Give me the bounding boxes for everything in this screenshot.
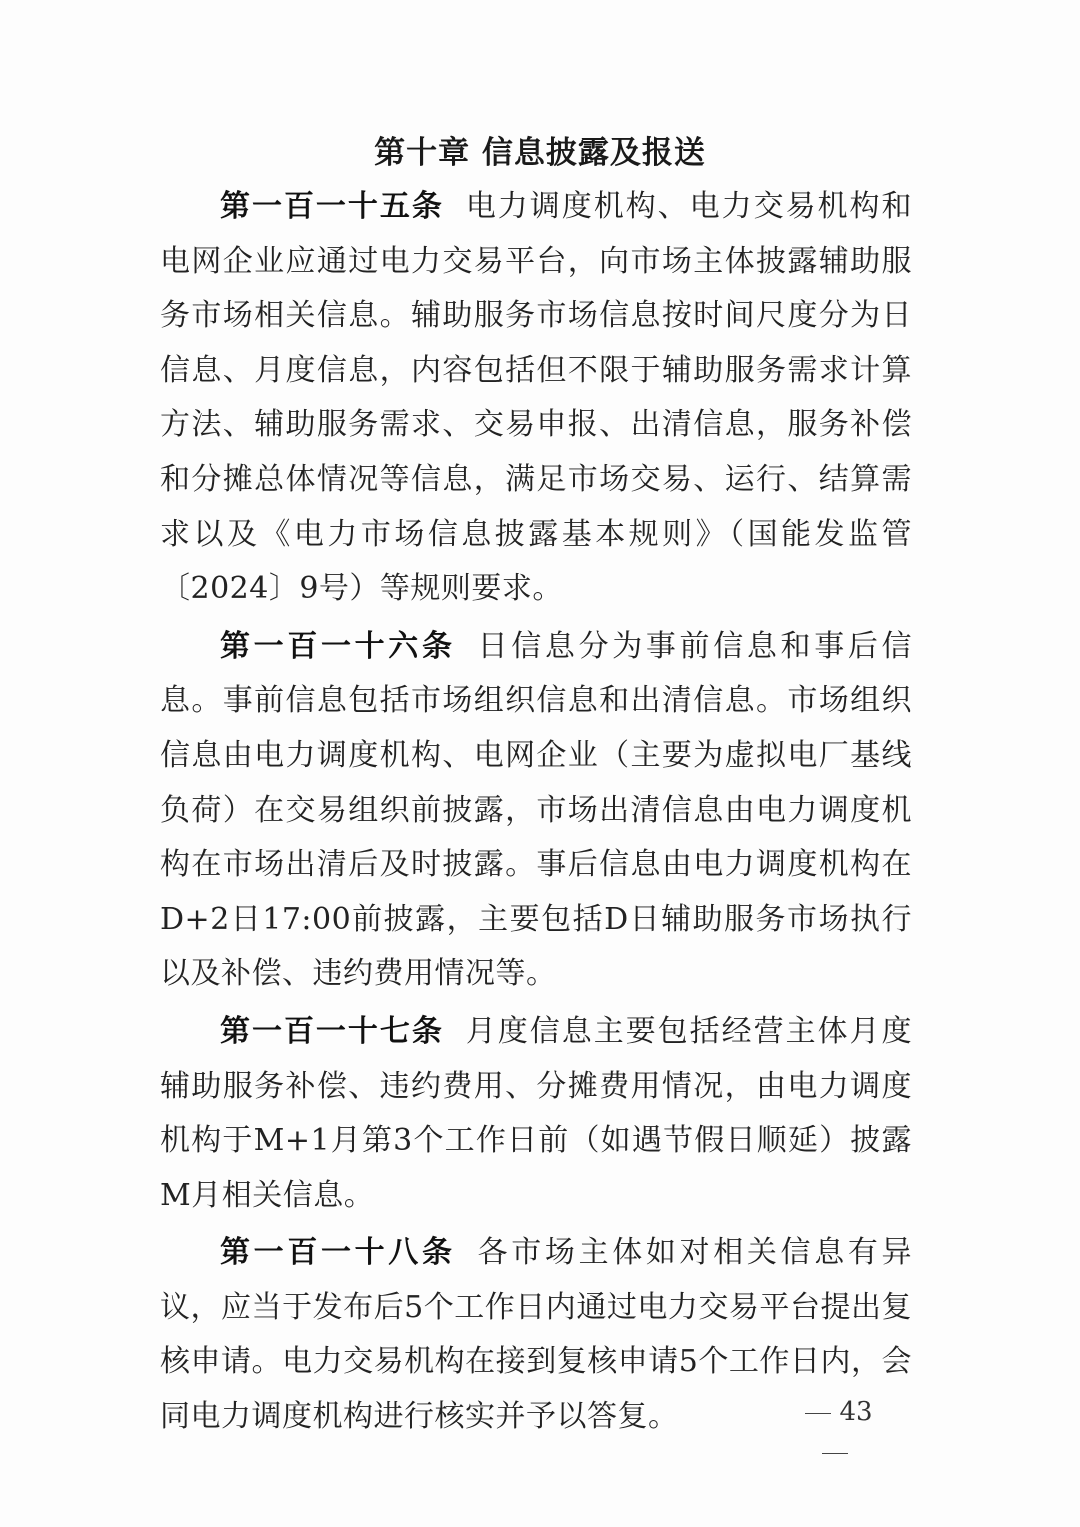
page-number-value: 43 xyxy=(839,1397,873,1427)
left-dash xyxy=(805,1413,831,1414)
article-115 xyxy=(160,180,912,617)
article-text: 各市场主体如对相关信息有异议，应当于发布后5个工作日内通过电力交易平台提出复核申请。电力交易机构在接到复核申请5个工作日内，会同电力调度机构进行核实并予以答复。 xyxy=(160,1235,913,1435)
article-number: 第一百一十八条 xyxy=(220,1235,456,1271)
article-number: 第一百一十七条 xyxy=(220,1013,444,1049)
document-body xyxy=(160,180,912,1448)
article-116 xyxy=(160,620,912,1002)
article-text: 月度信息主要包括经营主体月度辅助服务补偿、违约费用、分摊费用情况，由电力调度机构于M+1月第3个工作日前（如遇节假日顺延）披露M月相关信息。 xyxy=(160,1013,913,1213)
article-number: 第一百一十六条 xyxy=(220,628,456,664)
page-number xyxy=(780,1392,890,1472)
chapter-title: 第十章 信息披露及报送 xyxy=(374,135,706,171)
article-number: 第一百一十五条 xyxy=(220,189,444,224)
article-text: 日信息分为事前信息和事后信息。事前信息包括市场组织信息和出清信息。市场组织信息由电力调度机构、电网企业（主要为虚拟电厂基线负荷）在交易组织前披露，市场出清信息由电力调度机构在市场出清后及时披露。事后信息由电力调度机构在D+2日17:00前披露，主要包括D日辅助服务市场执行以及补偿、违约费用情况等。 xyxy=(160,628,913,992)
article-117 xyxy=(160,1005,912,1223)
article-text: 电力调度机构、电力交易机构和电网企业应通过电力交易平台，向市场主体披露辅助服务市场相关信息。辅助服务市场信息按时间尺度分为日信息、月度信息，内容包括但不限于辅助服务需求计算方法、辅助服务需求、交易申报、出清信息，服务补偿和分摊总体情况等信息，满足市场交易、运行、结算需求以及《电力市场信息披露基本规则》（国能发监管〔2024〕9号）等规则要求。 xyxy=(160,189,913,607)
right-dash xyxy=(822,1453,848,1454)
